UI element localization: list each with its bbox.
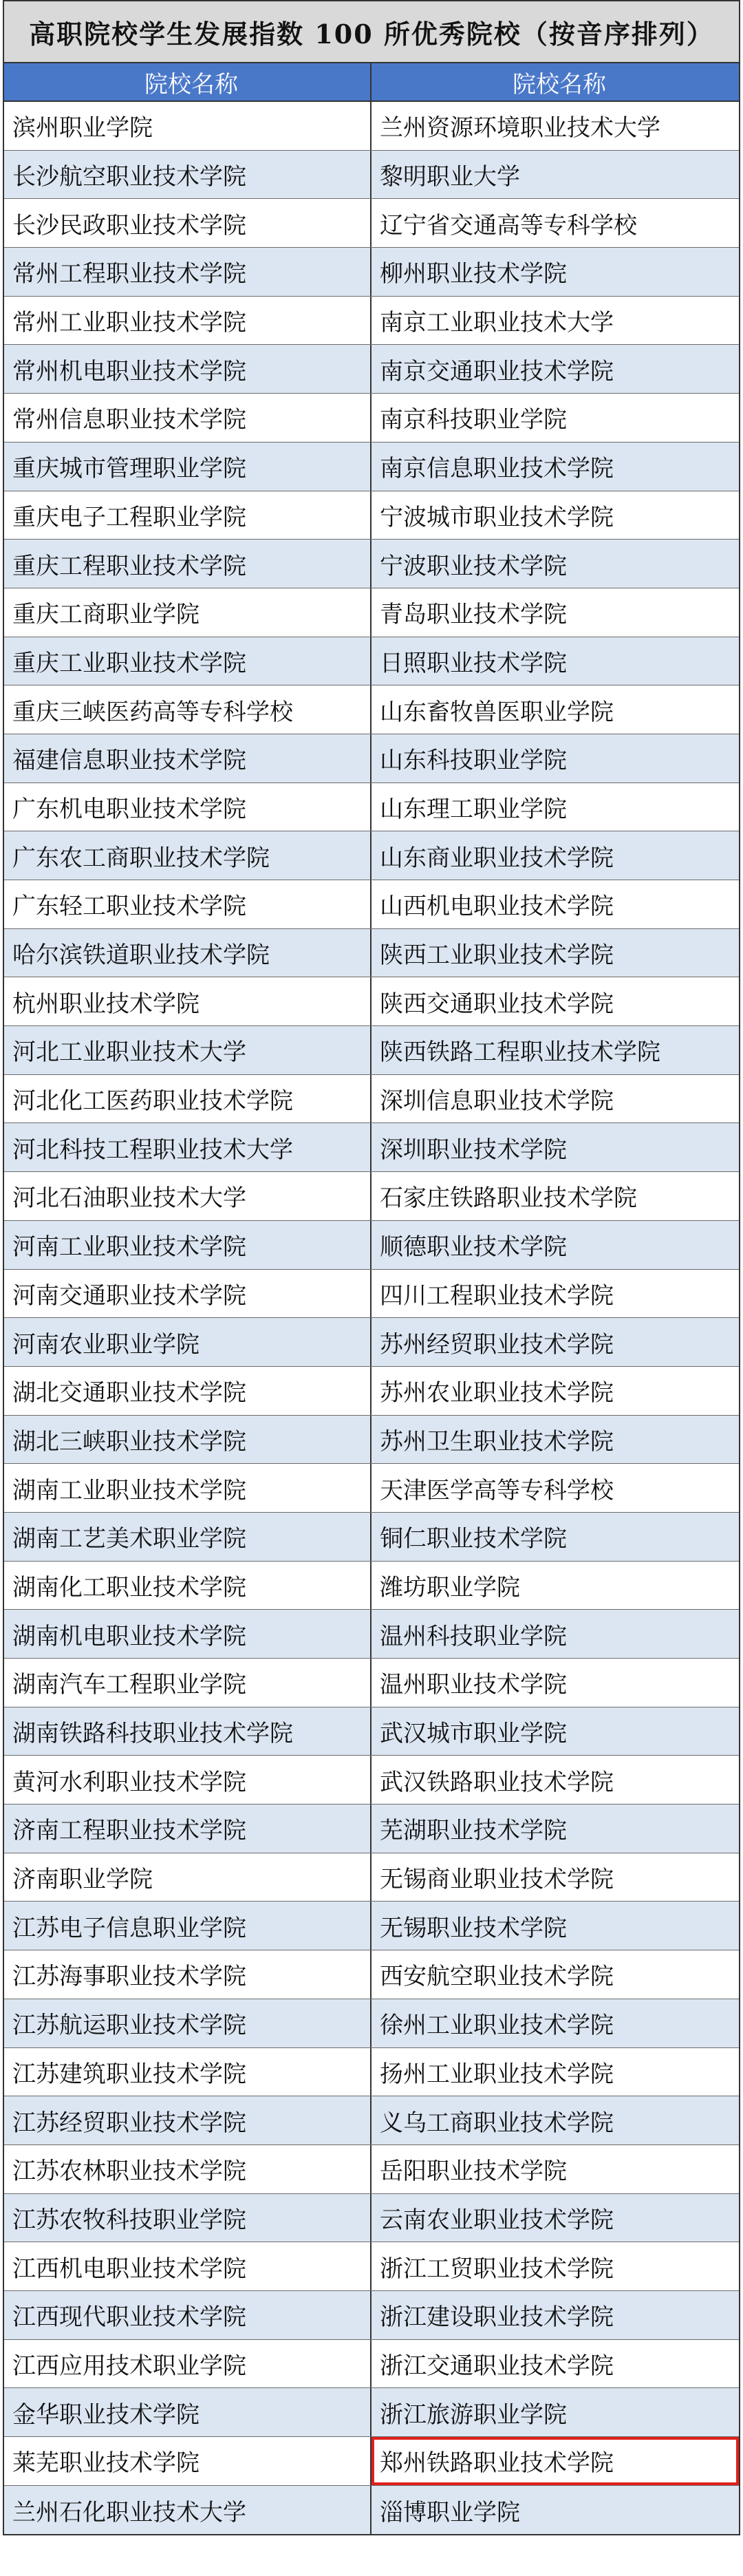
table-row (4, 1513, 739, 1562)
table-row (4, 248, 739, 297)
table-row (4, 2388, 739, 2437)
table-row (4, 1950, 739, 1999)
school-name-left: 莱芜职业技术学院 (4, 2437, 372, 2485)
school-name-right: 苏州经贸职业技术学院 (380, 1330, 614, 1359)
school-name-left: 河南工业职业技术学院 (4, 1221, 372, 1269)
school-name-right: 西安航空职业技术学院 (380, 1963, 614, 1991)
school-name-right: 岳阳职业技术学院 (380, 2158, 567, 2186)
school-name-right: 无锡商业职业技术学院 (380, 1866, 614, 1894)
table-title: 高职院校学生发展指数 100 所优秀院校（按音序排列） (4, 1, 739, 63)
school-name-right: 日照职业技术学院 (380, 649, 567, 677)
school-name-left: 江苏电子信息职业学院 (4, 1902, 372, 1950)
school-name-left: 长沙航空职业技术学院 (4, 151, 372, 199)
school-name-left: 滨州职业学院 (4, 102, 372, 150)
school-name-right: 山东畜牧兽医职业学院 (380, 698, 614, 726)
school-name-left: 常州工业职业技术学院 (4, 297, 372, 345)
table-row (4, 1318, 739, 1367)
table-row (4, 2145, 739, 2194)
school-name-left: 湖南工业职业技术学院 (4, 1464, 372, 1512)
table-row (4, 929, 739, 978)
school-name-right: 温州职业技术学院 (380, 1671, 567, 1699)
table-row (4, 2096, 739, 2145)
school-name-right: 淄博职业学院 (380, 2498, 520, 2526)
table-row (4, 977, 739, 1026)
school-name-left: 广东机电职业技术学院 (4, 783, 372, 831)
school-name-right: 山东科技职业学院 (380, 747, 567, 775)
table-row (4, 491, 739, 540)
school-name-left: 河北科技工程职业技术大学 (4, 1123, 372, 1171)
school-name-left: 重庆城市管理职业学院 (4, 443, 372, 491)
school-name-right: 陕西工业职业技术学院 (380, 941, 614, 970)
school-name-right: 山西机电职业技术学院 (380, 893, 614, 921)
school-name-right: 四川工程职业技术学院 (380, 1281, 614, 1310)
column-header-left: 院校名称 (4, 63, 372, 100)
school-name-left: 广东农工商职业技术学院 (4, 831, 372, 880)
school-table (3, 0, 740, 2535)
school-name-left: 重庆三峡医药高等专科学校 (4, 685, 372, 734)
school-name-right: 芜湖职业技术学院 (380, 1817, 567, 1845)
school-name-left: 湖北三峡职业技术学院 (4, 1416, 372, 1464)
school-name-right: 陕西交通职业技术学院 (380, 990, 614, 1018)
school-name-left: 济南职业学院 (4, 1853, 372, 1902)
table-row (4, 199, 739, 248)
school-name-right: 南京交通职业技术学院 (380, 357, 614, 385)
school-name-right: 铜仁职业技术学院 (380, 1525, 567, 1553)
school-name-right: 宁波城市职业技术学院 (380, 503, 614, 531)
school-name-right: 浙江建设职业技术学院 (380, 2303, 614, 2332)
school-name-right: 柳州职业技术学院 (380, 260, 567, 288)
school-name-right: 兰州资源环境职业技术大学 (380, 114, 660, 142)
school-name-right: 南京工业职业技术大学 (380, 309, 614, 337)
table-row (4, 2437, 739, 2486)
table-row (4, 2242, 739, 2291)
table-row (4, 1756, 739, 1805)
school-name-right: 青岛职业技术学院 (380, 601, 567, 629)
school-name-left: 重庆电子工程职业学院 (4, 491, 372, 540)
table-row (4, 345, 739, 394)
school-name-left: 常州工程职业技术学院 (4, 248, 372, 296)
school-name-right: 宁波职业技术学院 (380, 552, 567, 580)
school-name-right: 浙江交通职业技术学院 (380, 2352, 614, 2380)
table-row (4, 540, 739, 588)
school-name-left: 重庆工业职业技术学院 (4, 637, 372, 685)
table-row (4, 2486, 739, 2535)
school-name-left: 江苏农林职业技术学院 (4, 2145, 372, 2193)
school-name-right: 南京信息职业技术学院 (380, 455, 614, 483)
table-row (4, 151, 739, 200)
table-row (4, 880, 739, 929)
school-name-left: 江苏建筑职业技术学院 (4, 2048, 372, 2096)
school-name-left: 兰州石化职业技术大学 (4, 2486, 372, 2535)
table-row (4, 1853, 739, 1902)
table-row (4, 297, 739, 345)
school-name-right: 义乌工商职业技术学院 (380, 2109, 614, 2137)
table-row (4, 1562, 739, 1610)
school-name-right: 石家庄铁路职业技术学院 (380, 1184, 637, 1213)
school-name-right: 黎明职业大学 (380, 163, 520, 191)
school-name-right: 顺德职业技术学院 (380, 1233, 567, 1262)
school-name-right: 武汉铁路职业技术学院 (380, 1768, 614, 1796)
school-name-left: 常州信息职业技术学院 (4, 394, 372, 442)
table-row (4, 1902, 739, 1950)
table-row (4, 1123, 739, 1172)
school-name-right: 深圳职业技术学院 (380, 1136, 567, 1164)
table-row (4, 1416, 739, 1465)
school-name-left: 福建信息职业技术学院 (4, 734, 372, 783)
table-row (4, 1659, 739, 1707)
school-name-left: 哈尔滨铁道职业技术学院 (4, 929, 372, 977)
table-row (4, 1172, 739, 1221)
table-row (4, 1221, 739, 1270)
school-name-left: 湖南铁路科技职业技术学院 (4, 1707, 372, 1756)
table-row (4, 734, 739, 783)
table-row (4, 102, 739, 151)
table-row (4, 831, 739, 880)
school-name-right: 苏州卫生职业技术学院 (380, 1427, 614, 1456)
school-name-left: 黄河水利职业技术学院 (4, 1756, 372, 1804)
school-name-left: 江苏农牧科技职业学院 (4, 2194, 372, 2242)
school-name-left: 河北化工医药职业技术学院 (4, 1075, 372, 1123)
school-name-left: 河北石油职业技术大学 (4, 1172, 372, 1220)
school-name-left: 济南工程职业技术学院 (4, 1805, 372, 1853)
school-name-right: 浙江旅游职业学院 (380, 2401, 567, 2429)
table-row (4, 783, 739, 832)
table-row (4, 2194, 739, 2243)
school-name-left: 湖南汽车工程职业学院 (4, 1659, 372, 1707)
school-name-right: 辽宁省交通高等专科学校 (380, 211, 637, 239)
table-row (4, 2340, 739, 2389)
school-name-right: 无锡职业技术学院 (380, 1914, 567, 1942)
table-row (4, 2048, 739, 2097)
school-name-left: 湖南化工职业技术学院 (4, 1562, 372, 1610)
table-row (4, 1610, 739, 1659)
table-header (4, 63, 739, 102)
school-name-right: 温州科技职业学院 (380, 1622, 567, 1650)
school-name-left: 湖北交通职业技术学院 (4, 1367, 372, 1415)
school-name-left: 重庆工程职业技术学院 (4, 540, 372, 588)
school-name-right: 深圳信息职业技术学院 (380, 1087, 614, 1116)
school-name-left: 重庆工商职业学院 (4, 588, 372, 637)
school-name-left: 江西应用技术职业学院 (4, 2340, 372, 2388)
table-row (4, 1707, 739, 1756)
school-name-left: 江西现代职业技术学院 (4, 2291, 372, 2339)
table-row (4, 1999, 739, 2048)
school-name-right: 山东商业职业技术学院 (380, 844, 614, 872)
school-name-left: 湖南工艺美术职业学院 (4, 1513, 372, 1561)
school-name-left: 常州机电职业技术学院 (4, 345, 372, 393)
table-row (4, 1464, 739, 1513)
school-name-right: 云南农业职业技术学院 (380, 2206, 614, 2234)
school-name-left: 金华职业技术学院 (4, 2388, 372, 2436)
table-body (4, 102, 739, 2534)
column-header-right: 院校名称 (513, 70, 606, 98)
school-name-right: 武汉城市职业学院 (380, 1720, 567, 1748)
table-row (4, 2291, 739, 2340)
school-name-left: 河北工业职业技术大学 (4, 1026, 372, 1074)
school-name-right: 潍坊职业学院 (380, 1573, 520, 1601)
school-name-right: 陕西铁路工程职业技术学院 (380, 1039, 660, 1067)
table-row (4, 1367, 739, 1416)
school-name-left: 广东轻工职业技术学院 (4, 880, 372, 928)
school-name-right: 南京科技职业学院 (380, 406, 567, 434)
table-row (4, 685, 739, 734)
school-name-left: 江西机电职业技术学院 (4, 2242, 372, 2290)
school-name-left: 江苏海事职业技术学院 (4, 1950, 372, 1999)
table-row (4, 637, 739, 686)
school-name-left: 杭州职业技术学院 (4, 977, 372, 1025)
school-name-right: 山东理工职业学院 (380, 795, 567, 823)
school-name-right: 浙江工贸职业技术学院 (380, 2255, 614, 2283)
table-row (4, 588, 739, 637)
table-row (4, 443, 739, 491)
table-row (4, 394, 739, 443)
school-name-right: 天津医学高等专科学校 (380, 1476, 614, 1504)
school-name-left: 湖南机电职业技术学院 (4, 1610, 372, 1658)
school-name-left: 河南交通职业技术学院 (4, 1270, 372, 1318)
school-name-left: 江苏航运职业技术学院 (4, 1999, 372, 2047)
table-row (4, 1075, 739, 1124)
highlighted-school-name: 郑州铁路职业技术学院 (372, 2437, 739, 2485)
school-name-right: 苏州农业职业技术学院 (380, 1379, 614, 1407)
table-row (4, 1270, 739, 1319)
school-name-right: 扬州工业职业技术学院 (380, 2060, 614, 2088)
school-name-left: 河南农业职业学院 (4, 1318, 372, 1366)
school-name-left: 长沙民政职业技术学院 (4, 199, 372, 247)
school-name-right: 徐州工业职业技术学院 (380, 2012, 614, 2040)
table-row (4, 1805, 739, 1853)
school-name-left: 江苏经贸职业技术学院 (4, 2096, 372, 2144)
table-row (4, 1026, 739, 1075)
